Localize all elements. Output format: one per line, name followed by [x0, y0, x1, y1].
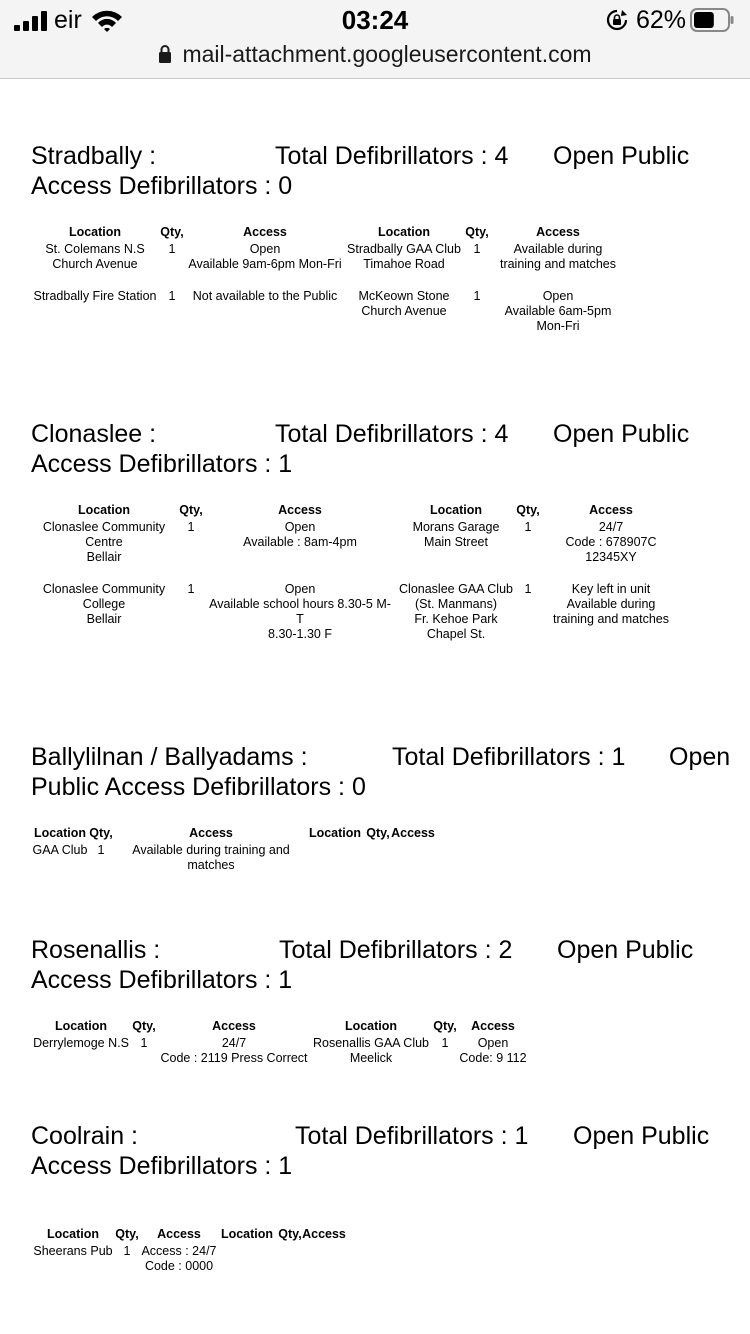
- url-text: mail-attachment.googleusercontent.com: [182, 41, 592, 67]
- table-cell: Open Available 6am-5pm Mon-Fri: [504, 289, 612, 333]
- column-header: Location: [33, 826, 87, 840]
- area-name: Coolrain :: [31, 1122, 138, 1150]
- table-cell: Open Available 9am-6pm Mon-Fri: [188, 242, 342, 271]
- section-heading: [31, 1121, 741, 1183]
- open-public-label: Open: [669, 743, 731, 771]
- column-header: Qty,: [89, 826, 113, 840]
- table-cell: Clonaslee GAA Club (St. Manmans) Fr. Kehoe Park Chapel St.: [399, 582, 513, 641]
- total-defibrillators: Total Defibrillators : 2: [279, 936, 513, 964]
- column-header: Qty,: [160, 225, 184, 239]
- table-cell: 1: [524, 520, 532, 534]
- column-header: Location: [54, 1019, 108, 1033]
- table-cell: 1: [168, 242, 176, 256]
- column-header: Location: [308, 826, 362, 840]
- table-cell: 1: [168, 289, 176, 303]
- table-cell: 1: [524, 582, 532, 596]
- table-cell: 1: [473, 289, 481, 303]
- column-header: Access: [189, 826, 233, 840]
- column-header: Qty,: [179, 503, 203, 517]
- table-cell: 1: [441, 1036, 449, 1050]
- table-cell: 1: [140, 1036, 148, 1050]
- column-header: Location: [77, 503, 131, 517]
- column-header: Qty,: [516, 503, 540, 517]
- column-header: Qty,: [132, 1019, 156, 1033]
- column-header: Qty,: [278, 1227, 302, 1241]
- table-cell: Open Code: 9 112: [459, 1036, 527, 1065]
- total-defibrillators: Total Defibrillators : 4: [275, 420, 509, 448]
- table-cell: 24/7 Code : 678907C 12345XY: [565, 520, 657, 564]
- open-public-count: Access Defibrillators : 1: [31, 450, 293, 478]
- column-header: Location: [377, 225, 431, 239]
- table-cell: 1: [123, 1244, 131, 1258]
- table-cell: McKeown Stone Church Avenue: [358, 289, 450, 318]
- column-header: Access: [157, 1227, 201, 1241]
- column-header: Location: [68, 225, 122, 239]
- column-header: Qty,: [115, 1227, 139, 1241]
- table-cell: Available during training and matches: [132, 843, 290, 872]
- table-cell: Clonaslee Community College Bellair: [42, 582, 166, 626]
- battery-percentage: 62%: [636, 6, 687, 34]
- column-header: Access: [302, 1227, 346, 1241]
- table-cell: Stradbally GAA Club Timahoe Road: [347, 242, 461, 271]
- open-public-count: Public Access Defibrillators : 0: [31, 773, 366, 801]
- open-public-label: Open Public: [553, 142, 690, 170]
- table-cell: 24/7 Code : 2119 Press Correct: [160, 1036, 308, 1065]
- column-header: Access: [243, 225, 287, 239]
- battery-icon: [690, 8, 734, 32]
- table-cell: St. Colemans N.S Church Avenue: [45, 242, 145, 271]
- table-cell: Derrylemoge N.S: [33, 1036, 129, 1050]
- status-bar: [0, 0, 750, 40]
- column-header: Access: [589, 503, 633, 517]
- table-cell: Access : 24/7 Code : 0000: [141, 1244, 217, 1273]
- browser-address-bar[interactable]: [0, 40, 750, 79]
- table-cell: Available during training and matches: [499, 242, 617, 271]
- table-cell: Morans Garage Main Street: [412, 520, 500, 549]
- rotation-lock-icon: [606, 9, 628, 31]
- padlock-icon: [158, 45, 172, 63]
- column-header: Access: [278, 503, 322, 517]
- carrier-name: eir: [54, 6, 82, 34]
- area-name: Clonaslee :: [31, 420, 157, 448]
- section-heading: [31, 141, 741, 203]
- section-heading: [31, 742, 741, 804]
- total-defibrillators: Total Defibrillators : 1: [392, 743, 626, 771]
- column-header: Access: [391, 826, 435, 840]
- section-heading: [31, 935, 741, 997]
- area-name: Stradbally :: [31, 142, 157, 170]
- table-cell: Sheerans Pub: [33, 1244, 113, 1258]
- column-header: Location: [220, 1227, 274, 1241]
- open-public-label: Open Public: [553, 420, 690, 448]
- table-cell: Rosenallis GAA Club Meelick: [312, 1036, 430, 1065]
- table-cell: 1: [187, 582, 195, 596]
- open-public-count: Access Defibrillators : 1: [31, 1152, 293, 1180]
- open-public-label: Open Public: [573, 1122, 710, 1150]
- table-cell: Not available to the Public: [192, 289, 338, 303]
- table-cell: Open Available : 8am-4pm: [243, 520, 357, 549]
- area-name: Ballylilnan / Ballyadams :: [31, 743, 308, 771]
- column-header: Qty,: [465, 225, 489, 239]
- column-header: Access: [471, 1019, 515, 1033]
- table-cell: 1: [97, 843, 105, 857]
- table-cell: 1: [473, 242, 481, 256]
- table-cell: Stradbally Fire Station: [33, 289, 157, 303]
- column-header: Qty,: [366, 826, 390, 840]
- open-public-label: Open Public: [557, 936, 694, 964]
- section-heading: [31, 419, 741, 481]
- total-defibrillators: Total Defibrillators : 4: [275, 142, 509, 170]
- table-cell: GAA Club: [32, 843, 88, 857]
- column-header: Location: [46, 1227, 100, 1241]
- column-header: Location: [429, 503, 483, 517]
- column-header: Access: [212, 1019, 256, 1033]
- open-public-count: Access Defibrillators : 1: [31, 966, 293, 994]
- total-defibrillators: Total Defibrillators : 1: [295, 1122, 529, 1150]
- clock: 03:24: [341, 5, 409, 35]
- table-cell: Open Available school hours 8.30-5 M- T 8.30-1.30 F: [209, 582, 391, 641]
- column-header: Location: [344, 1019, 398, 1033]
- column-header: Qty,: [433, 1019, 457, 1033]
- table-cell: Key left in unit Available during training and matches: [552, 582, 670, 626]
- area-name: Rosenallis :: [31, 936, 161, 964]
- table-cell: 1: [187, 520, 195, 534]
- table-cell: Clonaslee Community Centre Bellair: [42, 520, 166, 564]
- column-header: Access: [536, 225, 580, 239]
- open-public-count: Access Defibrillators : 0: [31, 172, 293, 200]
